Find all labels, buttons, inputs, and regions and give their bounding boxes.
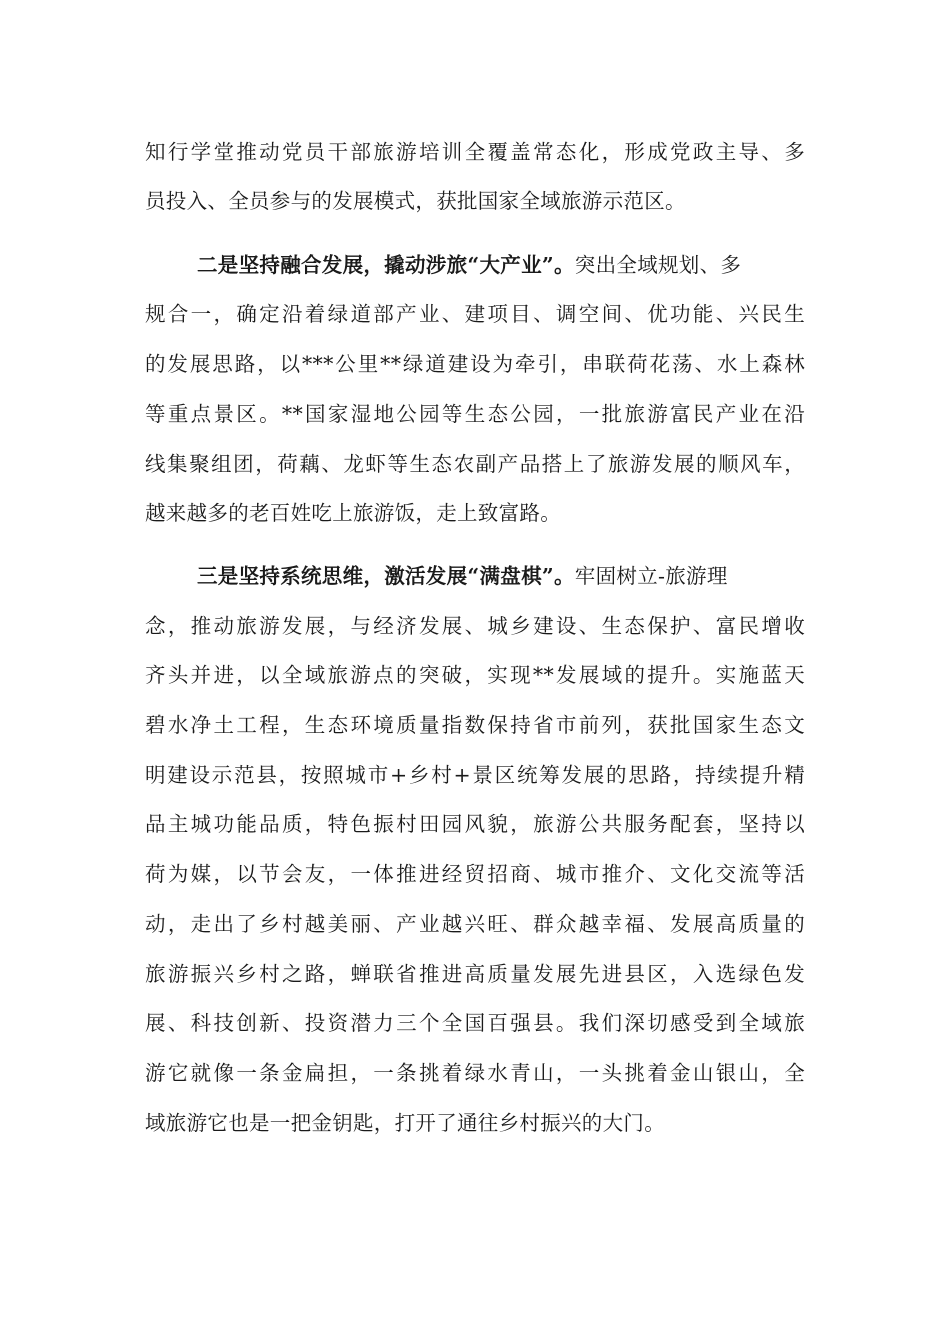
paragraph-3-line-9: 旅游振兴乡村之路，蝉联省推进高质量发展先进县区，入选绿色发 bbox=[145, 962, 805, 986]
paragraph-2-text-start: 突出全域规划、多 bbox=[574, 253, 742, 277]
paragraph-3-line-12: 域旅游它也是一把金钥匙，打开了通往乡村振兴的大门。 bbox=[145, 1111, 665, 1135]
paragraph-3-line-10: 展、科技创新、投资潜力三个全国百强县。我们深切感受到全域旅 bbox=[145, 1011, 805, 1035]
paragraph-2-line-1 bbox=[197, 245, 805, 285]
paragraph-1-line-1: 知行学堂推动党员干部旅游培训全覆盖常态化，形成党政主导、多 bbox=[145, 140, 805, 164]
paragraph-2-line-4: 等重点景区。**国家湿地公园等生态公园，一批旅游富民产业在沿 bbox=[145, 402, 805, 426]
paragraph-2-line-2: 规合一，确定沿着绿道部产业、建项目、调空间、优功能、兴民生 bbox=[145, 302, 805, 326]
paragraph-3-line-2: 念，推动旅游发展，与经济发展、城乡建设、生态保护、富民增收 bbox=[145, 614, 805, 638]
paragraph-2-line-5: 线集聚组团，荷藕、龙虾等生态农副产品搭上了旅游发展的顺风车， bbox=[145, 452, 805, 476]
paragraph-3-line-11: 游它就像一条金扁担，一条挑着绿水青山，一头挑着金山银山，全 bbox=[145, 1061, 805, 1085]
paragraph-2-heading: 二是坚持融合发展，撬动涉旅“大产业”。 bbox=[197, 253, 575, 277]
paragraph-1-line-2: 员投入、全员参与的发展模式，获批国家全域旅游示范区。 bbox=[145, 189, 686, 213]
paragraph-3-text-start: 牢固树立-旅游理 bbox=[574, 564, 728, 588]
paragraph-2-line-3: 的发展思路，以***公里**绿道建设为牵引，串联荷花荡、水上森林 bbox=[145, 352, 805, 376]
paragraph-3-heading: 三是坚持系统思维，激活发展“满盘棋”。 bbox=[197, 564, 575, 588]
paragraph-3-line-4: 碧水净土工程，生态环境质量指数保持省市前列，获批国家生态文 bbox=[145, 713, 805, 737]
paragraph-3-line-6: 品主城功能品质，特色振村田园风貌，旅游公共服务配套，坚持以 bbox=[145, 812, 805, 836]
paragraph-3-line-1 bbox=[197, 556, 805, 596]
paragraph-3-line-8: 动，走出了乡村越美丽、产业越兴旺、群众越幸福、发展高质量的 bbox=[145, 912, 805, 936]
paragraph-2-line-6: 越来越多的老百姓吃上旅游饭，走上致富路。 bbox=[145, 501, 561, 525]
paragraph-3-line-7: 荷为媒，以节会友，一体推进经贸招商、城市推介、文化交流等活 bbox=[145, 862, 805, 886]
paragraph-3-line-3: 齐头并进，以全域旅游点的突破，实现**发展域的提升。实施蓝天 bbox=[145, 663, 805, 687]
paragraph-3-line-5: 明建设示范县，按照城市+乡村+景区统筹发展的思路，持续提升精 bbox=[145, 763, 805, 787]
